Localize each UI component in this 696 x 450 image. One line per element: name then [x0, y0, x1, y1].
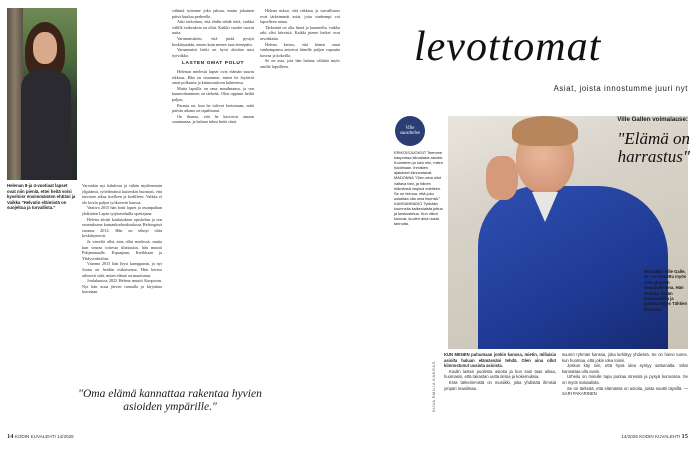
paragraph: Varaamuisti hetki on hyvä aloittaa uusi työviikko. [172, 47, 254, 58]
paragraph: Joskus käy niin, että hyvä idea syntyy sattumalta. Siksi kannattaa olla avoin. [562, 363, 688, 374]
subhead: Asiat, joista innostumme juuri nyt [553, 84, 688, 93]
sidebar-tips: ERIKOISJUOKSIT Teemme kaupoissa kiinalaisia asioita. Kuuntelen ja luen niin, miten hoidetaan. Ihmisten ajatukset kiinnostavat. MADONNA "Olen aina ollut valtava fani, ja hänen elämänsä inspiroi edelleen. Se on hienoa, että joku uskaltaa olla oma itsensä." KANSANRADIO Tykkään kuunnella kaikenlaista juttua ja keskustelua. Kun viikot kuluvat, kuulen aina uusia tarinoita. [394, 150, 443, 227]
right-column-1 [444, 352, 556, 391]
paragraph: KUN MENEN puhumaan jonkin kanssa, mietin, millaisia asioita haluan elämässäni tehdä. Olen aina ollut kiinnostunut uusista asioista. [444, 352, 556, 369]
paragraph: Vaativa 2015 hän hoiti lapset ja asuinpaikan yhdistäen Lapin syrjäseuduilla opettajana. [82, 205, 162, 216]
right-photo-caption: Muusikko Ville Galle, 37, on tunnettu myös JVG-yhtyeen keulahahmona. Hän esiintyy kesän festivaaleilla ja juontaa myös Tähtien kisoissa. [644, 269, 688, 312]
folio-left [7, 433, 74, 440]
paragraph: Helenan mielestä lapset ovat elämän suurin rikkaus. Hän on seurannut, miten he löytävät omat polkunsa ja kiinnostuksen kohteensa. [172, 68, 254, 86]
page-number-right: 15 [681, 433, 688, 440]
paragraph: Eräs tärkeimmistä on musiikki, joka yhdistää ihmisiä ympäri maailmaa. [444, 379, 556, 391]
paragraph: Se on tärkeää, että elämässä on asioita, joista nauttii täysillä. — SARI PAKARINEN [562, 385, 688, 397]
left-photo-caption: Helenan 8-ja 4-vuotiaat lapset ovat niin pieniä, ettei heitä voisi kyselnisr ensimmäisten ehtiäni ja Vaikka "Helvatin eläimistä on suojeltua ja turvallista." [7, 183, 76, 211]
paragraph: Se on asia, jota hän haluaa välittää myös omille lapsilleen. [260, 58, 340, 69]
headline: levottomat [414, 24, 602, 70]
paragraph: Urheilu on minulle tapa purkaa stressiä ja pysyä kunnossa. Se on myös sosiaalista. [562, 374, 688, 385]
paragraph: Helena aloitti koulutuksen opiskelun ja sen seurauksena kansankorkeakoulussa Helsingissä vuonna 2012. Hän on tehnyt töitä keskittyneesti. [82, 216, 162, 239]
paragraph: Ja viereltä ollut aina ollut mielessä, mutta kun seuraa toisesta tilaisuutta, hän muutti Pohjanmaalle, Espanjaan, Kreikkaan ja Yhdysvaltoihin. [82, 238, 162, 261]
paragraph: Helena uskoo, että rakkaus ja turvallisuus ovat tärkeimmät asiat, joita vanhempi voi lapselleen antaa. [260, 8, 340, 25]
paragraph: Parasta on, kun he tulevat kertomaan, mitä päivän aikana on tapahtunut. [172, 102, 254, 114]
paragraph: Mutta lapsilla on oma maailmansa, ja sen kunnioittaminen on tärkeää. Olen oppinut heiltä paljon. [172, 85, 254, 102]
paragraph: Helena kertoo, että hänen omat vanhempansa antoivat hänelle paljon vapautta kasvaa ja kokeilla. [260, 41, 340, 58]
left-column-4 [260, 8, 340, 70]
right-column-2 [562, 352, 688, 397]
folio-text: KODIN KUVALEHTI 14/2025 [14, 434, 74, 439]
quote-title: Ville Gallen voimalause: [617, 116, 688, 123]
pull-quote: "Oma elämä kannattaa rakentaa hyvien asioiden ympärille." [78, 388, 262, 413]
paragraph: Vuonna 2015 hän löysi kumppanin, ja nyt Joona on heidän esikoisensa. Hän kertoo arkisesti siitä, miten elämä on muuttunut. [82, 261, 162, 278]
paragraph: vähintä työmme joka jaksaa, mutta jokainen päivä kuuluu perheelle. [172, 8, 254, 19]
page-number: 14 [7, 433, 14, 440]
photo-credit: KUVA EMILIA KANGAS [432, 361, 436, 412]
right-page [348, 0, 696, 450]
subheading: LASTEN OMAT POLUT [181, 61, 245, 67]
folio-text-right: 14/2025 KODIN KUVALEHTI [621, 434, 681, 439]
paragraph: Varsinkin nyt kahdessa ja vähän myöhemmin ylipäänsä, työelämässä kuitenkin huomasi, että tarvitsee aikaa itselleen ja kodilleen. Vaikka ei ole kovin paljon työkaverin kanssa. [82, 183, 162, 205]
recommends-badge [395, 116, 425, 146]
woman-photo [7, 8, 77, 180]
paragraph: Arki tarkoittaa, että ehdin tehdä töitä, vaikka välillä vaikeuksia on ollut. Kaikki vuodet tuovat uutta. [172, 19, 254, 36]
paragraph: On ihanaa, että he kasvavat omaan suuntaansa, ja haluan tukea heitä siinä. [172, 113, 254, 125]
left-column-1 [82, 183, 162, 295]
quote-text: "Elämä on harrastus" [617, 129, 690, 166]
paragraph: Kuulin lasten puolesta asioita ja kun sain taas aikaa, huomasin, että rakastan uutta tietoa ja kokemuksia. [444, 368, 556, 380]
paragraph: Varamuistitein, että pitää pystyä keskittymään, ennen kuin menee taas eteenpäin. [172, 35, 254, 47]
paragraph: Tärkeintä on olla läsnä ja kuunnella, vaikka arki olisi kiireistä. Kaikki pienet hetket ovat arvokkaita. [260, 24, 340, 41]
paragraph: suuren ryhmän kanssa, joka kehittyy yhdessä. Se on hieno tunne, kun huomaa, että jokin idea toimii. [562, 352, 688, 363]
folio-right [621, 433, 688, 440]
badge-text: Ville suosittelee [399, 125, 421, 136]
paragraph: Joulukuussa 2022 Helena muutti Kuopioon. Nyt hän asuu järven rannalla ja kirjoittaa kotonaan. [82, 278, 162, 295]
left-column-3 [172, 8, 254, 125]
